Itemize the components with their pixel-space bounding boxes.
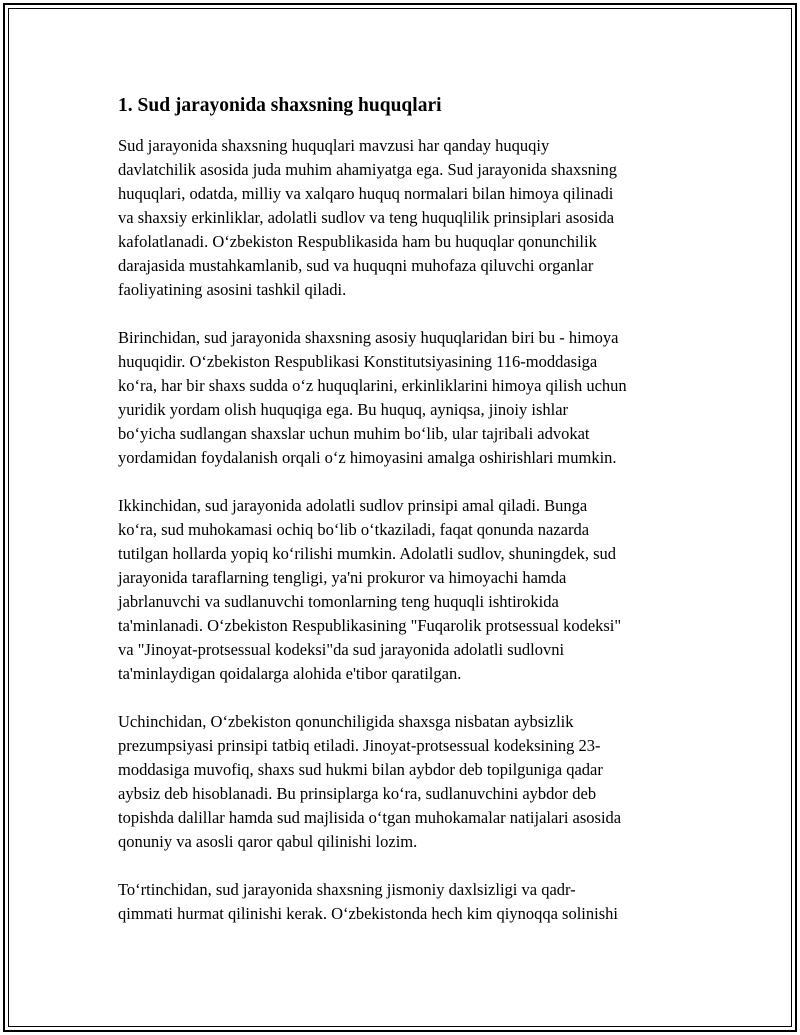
- text-line: bo‘yicha sudlangan shaxslar uchun muhim bo‘lib, ular tajribali advokat: [118, 424, 590, 443]
- paragraph-second: [118, 494, 690, 686]
- text-line: jarayonida taraflarning tengligi, ya'ni prokuror va himoyachi hamda: [118, 568, 567, 587]
- paragraph-fourth: [118, 878, 690, 926]
- document-body: [118, 94, 690, 950]
- text-line: jabrlanuvchi va sudlanuvchi tomonlarning teng huquqli ishtirokida: [118, 592, 559, 611]
- text-line: ko‘ra, sud muhokamasi ochiq bo‘lib o‘tkaziladi, faqat qonunda nazarda: [118, 520, 590, 539]
- paragraph-third: [118, 710, 690, 854]
- text-line: va "Jinoyat-protsessual kodeksi"da sud jarayonida adolatli sudlovni: [118, 640, 565, 659]
- text-line: darajasida mustahkamlanib, sud va huquqni muhofaza qiluvchi organlar: [118, 256, 594, 275]
- text-line: davlatchilik asosida juda muhim ahamiyatga ega. Sud jarayonida shaxsning: [118, 160, 618, 179]
- text-line: Birinchidan, sud jarayonida shaxsning asosiy huquqlaridan biri bu - himoya: [118, 328, 619, 347]
- text-line: Ikkinchidan, sud jarayonida adolatli sudlov prinsipi amal qiladi. Bunga: [118, 496, 588, 515]
- text-line: ko‘ra, har bir shaxs sudda o‘z huquqlarini, erkinliklarini himoya qilish uchun: [118, 376, 627, 395]
- section-heading: 1. Sud jarayonida shaxsning huquqlari: [118, 95, 442, 116]
- text-line: yordamidan foydalanish orqali o‘z himoyasini amalga oshirishlari mumkin.: [118, 448, 617, 467]
- text-line: qonuniy va asosli qaror qabul qilinishi lozim.: [118, 832, 418, 851]
- text-line: To‘rtinchidan, sud jarayonida shaxsning jismoniy daxlsizligi va qadr-: [118, 880, 576, 899]
- text-line: va shaxsiy erkinliklar, adolatli sudlov va teng huquqlilik prinsiplari asosida: [118, 208, 615, 227]
- text-line: prezumpsiyasi prinsipi tatbiq etiladi. Jinoyat-protsessual kodeksining 23-: [118, 736, 601, 755]
- text-line: ta'minlaydigan qoidalarga alohida e'tibor qaratilgan.: [118, 664, 462, 683]
- text-line: qimmati hurmat qilinishi kerak. O‘zbekistonda hech kim qiynoqqa solinishi: [118, 904, 618, 923]
- text-line: tutilgan hollarda yopiq ko‘rilishi mumkin. Adolatli sudlov, shuningdek, sud: [118, 544, 617, 563]
- text-line: kafolatlanadi. O‘zbekiston Respublikasida ham bu huquqlar qonunchilik: [118, 232, 597, 251]
- text-line: huquqlari, odatda, milliy va xalqaro huquq normalari bilan himoya qilinadi: [118, 184, 614, 203]
- text-line: Sud jarayonida shaxsning huquqlari mavzusi har qanday huquqiy: [118, 136, 550, 155]
- text-line: moddasiga muvofiq, shaxs sud hukmi bilan aybdor deb topilguniga qadar: [118, 760, 603, 779]
- text-line: huquqidir. O‘zbekiston Respublikasi Konstitutsiyasining 116-moddasiga: [118, 352, 598, 371]
- text-line: Uchinchidan, O‘zbekiston qonunchiligida shaxsga nisbatan aybsizlik: [118, 712, 574, 731]
- text-line: aybsiz deb hisoblanadi. Bu prinsiplarga ko‘ra, sudlanuvchini aybdor deb: [118, 784, 597, 803]
- paragraph-first: [118, 326, 690, 470]
- text-line: ta'minlanadi. O‘zbekiston Respublikasining "Fuqarolik protsessual kodeksi": [118, 616, 622, 635]
- text-line: yuridik yordam olish huquqiga ega. Bu huquq, ayniqsa, jinoiy ishlar: [118, 400, 569, 419]
- paragraph-intro: [118, 134, 690, 302]
- text-line: faoliyatining asosini tashkil qiladi.: [118, 280, 347, 299]
- text-line: topishda dalillar hamda sud majlisida o‘tgan muhokamalar natijalari asosida: [118, 808, 622, 827]
